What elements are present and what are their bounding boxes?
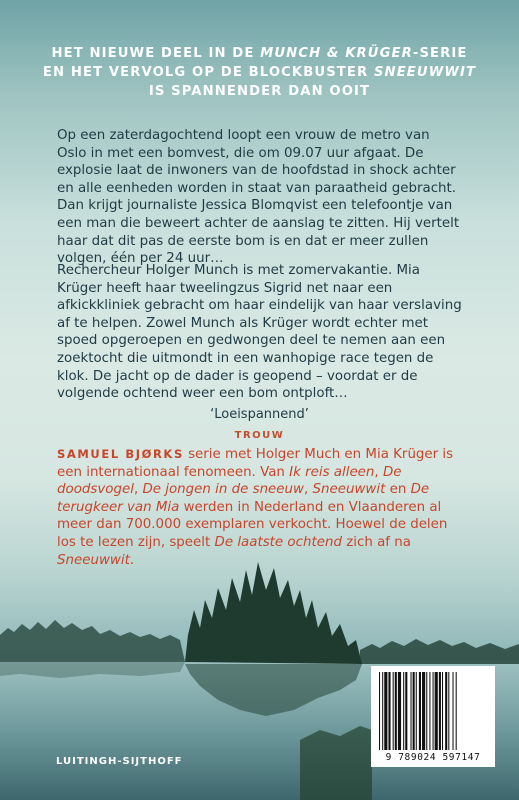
barcode-bar bbox=[395, 672, 397, 750]
blurb-paragraph-1: Op een zaterdagochtend loopt een vrouw de metro van Oslo in met een bomvest, die om 09.07 uur afgaat. De explosie laat de inwoners van de hoofdstad in shock achter en alle eenheden worden in staat van paraatheid gebracht. Dan krijgt journaliste Jessica Blomqvist een telefoontje van een man die beweert achter de aanslag te zitten. Hij vertelt haar dat dit pas de eerste bom is en dat er meer zullen volgen, één per 24 uur… bbox=[57, 128, 460, 267]
barcode-bar bbox=[435, 672, 438, 750]
foreground-trees-right bbox=[300, 726, 372, 800]
tagline bbox=[0, 44, 519, 101]
book-title: De doodsvogel bbox=[57, 464, 402, 498]
blurb-paragraph-2: Rechercheur Holger Munch is met zomervakantie. Mia Krüger heeft haar tweelingzus Sigrid net naar een afkickkliniek gebracht om haar eindelijk van haar verslaving af te helpen. Zowel Munch als Krüger wordt echter met spoed opgeroepen en gedwongen deel te nemen aan een zoektocht die uitmondt in een wanhopige race tegen de klok. De jacht op de dader is geopend – voordat er de volgende ochtend weer een bom ontploft… bbox=[57, 263, 462, 402]
barcode-bar bbox=[413, 672, 415, 750]
barcode-bar bbox=[426, 672, 427, 750]
barcode-bar bbox=[456, 672, 457, 750]
barcode-bar bbox=[422, 672, 425, 750]
distant-treeline bbox=[0, 620, 185, 662]
island-trees bbox=[185, 562, 362, 664]
barcode-bar bbox=[411, 672, 412, 750]
barcode-bar bbox=[429, 672, 430, 750]
book-title: Ik reis alleen bbox=[289, 464, 375, 480]
barcode-bar bbox=[405, 672, 407, 750]
author-name: SAMUEL BJØRKS bbox=[57, 447, 184, 461]
book-title: De jongen in de sneeuw bbox=[142, 482, 304, 498]
barcode-bar bbox=[453, 672, 454, 750]
barcode-bar bbox=[403, 672, 404, 750]
barcode-bar bbox=[379, 672, 380, 750]
tagline-line-3: IS SPANNENDER DAN OOIT bbox=[148, 84, 371, 99]
barcode-bars bbox=[371, 666, 495, 752]
barcode-bar bbox=[445, 672, 447, 750]
barcode-bar bbox=[393, 672, 394, 750]
barcode-bar bbox=[384, 672, 387, 750]
barcode-bar bbox=[398, 672, 401, 750]
isbn-barcode bbox=[371, 666, 495, 767]
barcode-bar bbox=[416, 672, 417, 750]
isbn-number: 9 789024 597147 bbox=[385, 752, 481, 763]
barcode-bar bbox=[442, 672, 443, 750]
book-title: Sneeuwwit bbox=[312, 482, 386, 498]
barcode-bar bbox=[439, 672, 441, 750]
barcode-bar bbox=[382, 672, 383, 750]
review-quote: ‘Loeispannend’ bbox=[210, 407, 309, 422]
series-promo: SAMUEL BJØRKS serie met Holger Much en Mia Krüger is een internationaal fenomeen. Van Ik reis alleen, De doodsvogel, De jongen in de sneeuw, Sneeuwwit en De terugkeer van Mia werden in Nederland en Vlaanderen al meer dan 700.000 exemplaren verkocht. Hoewel de delen los te lezen zijn, speelt De laatste ochtend zich af na Sneeuwwit. bbox=[57, 447, 454, 568]
barcode-bar bbox=[388, 672, 390, 750]
tagline-line-1: HET NIEUWE DEEL IN DE MUNCH & KRÜGER-SERIE bbox=[51, 46, 468, 61]
right-shoreline bbox=[360, 639, 519, 664]
book-title: De terugkeer van Mia bbox=[57, 482, 430, 515]
barcode-bar bbox=[448, 672, 449, 750]
review-source: TROUW bbox=[234, 430, 285, 441]
tagline-line-2: EN HET VERVOLG OP DE BLOCKBUSTER SNEEUWWIT bbox=[42, 65, 477, 80]
book-title: Sneeuwwit bbox=[57, 552, 130, 568]
barcode-bar bbox=[433, 672, 434, 750]
barcode-bar bbox=[419, 672, 421, 750]
publisher-name: LUITINGH-SIJTHOFF bbox=[56, 756, 183, 767]
series-name: MUNCH & KRÜGER bbox=[260, 46, 413, 61]
book-title: De laatste ochtend bbox=[214, 534, 342, 550]
previous-title: SNEEUWWIT bbox=[373, 65, 477, 80]
